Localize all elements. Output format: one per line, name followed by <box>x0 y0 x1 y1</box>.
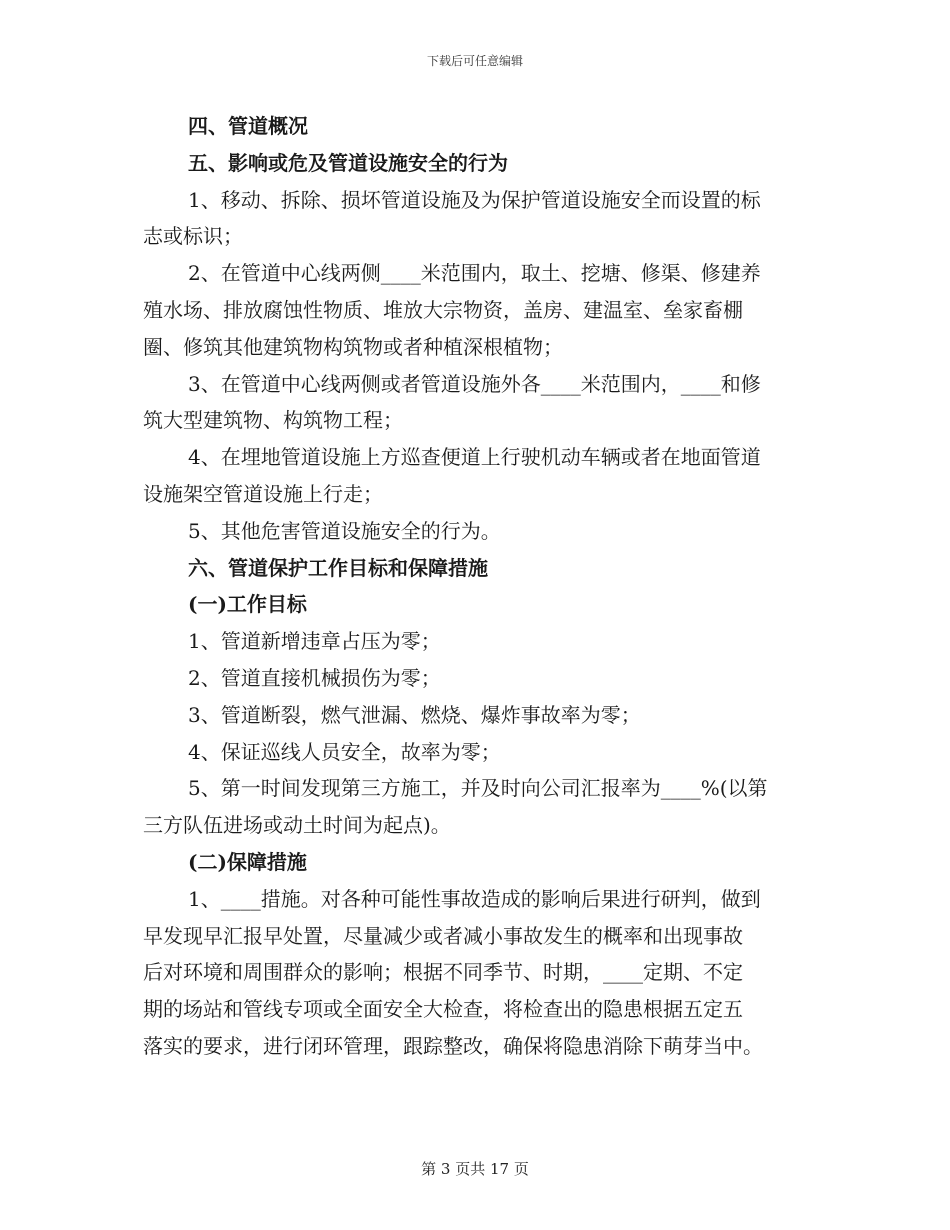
paragraph-line: 1、移动、拆除、损坏管道设施及为保护管道设施安全而设置的标 <box>188 187 761 212</box>
paragraph-line: 期的场站和管线专项或全面安全大检查，将检查出的隐患根据五定五 <box>143 997 743 1022</box>
list-item: 5、第一时间发现第三方施工，并及时向公司汇报率为____%(以第 <box>188 776 768 801</box>
page-header-note: 下载后可任意编辑 <box>426 54 523 68</box>
list-item: 2、管道直接机械损伤为零； <box>188 665 441 690</box>
paragraph-line: 早发现早汇报早处置，尽量减少或者减小事故发生的概率和出现事故 <box>143 923 743 948</box>
list-item: 1、管道新增违章占压为零； <box>188 629 441 654</box>
paragraph-line: 志或标识； <box>143 224 243 249</box>
paragraph-line: 5、其他危害管道设施安全的行为。 <box>188 518 501 543</box>
paragraph-line: 后对环境和周围群众的影响；根据不同季节、时期，____定期、不定 <box>143 960 743 985</box>
section-heading-5: 五、影响或危及管道设施安全的行为 <box>188 150 508 175</box>
list-item: 3、管道断裂，燃气泄漏、燃烧、爆炸事故率为零； <box>188 702 641 727</box>
paragraph-line: 2、在管道中心线两侧____米范围内，取土、挖塘、修渠、修建养 <box>188 261 761 286</box>
paragraph-line: 落实的要求，进行闭环管理，跟踪整改，确保将隐患消除下萌芽当中。 <box>143 1033 763 1058</box>
paragraph-line: 3、在管道中心线两侧或者管道设施外各____米范围内，____和修 <box>188 371 761 396</box>
paragraph-line: 筑大型建筑物、构筑物工程； <box>143 408 403 433</box>
page-number: 第 3 页共 17 页 <box>421 1160 529 1178</box>
paragraph-line: 4、在埋地管道设施上方巡查便道上行驶机动车辆或者在地面管道 <box>188 445 761 470</box>
subheading-safeguards: (二)保障措施 <box>188 849 307 874</box>
paragraph-line: 设施架空管道设施上行走； <box>143 481 383 506</box>
section-heading-4: 四、管道概况 <box>188 114 308 138</box>
section-heading-6: 六、管道保护工作目标和保障措施 <box>188 555 488 580</box>
subheading-work-goals: (一)工作目标 <box>188 592 307 617</box>
paragraph-line: 三方队伍进场或动土时间为起点)。 <box>143 813 451 838</box>
paragraph-line: 圈、修筑其他建筑物构筑物或者种植深根植物； <box>143 334 563 359</box>
paragraph-line: 殖水场、排放腐蚀性物质、堆放大宗物资，盖房、建温室、垒家畜棚 <box>143 297 743 322</box>
paragraph-line: 1、____措施。对各种可能性事故造成的影响后果进行研判，做到 <box>188 886 761 911</box>
list-item: 4、保证巡线人员安全，故率为零； <box>188 739 501 764</box>
document-body <box>143 108 807 1065</box>
